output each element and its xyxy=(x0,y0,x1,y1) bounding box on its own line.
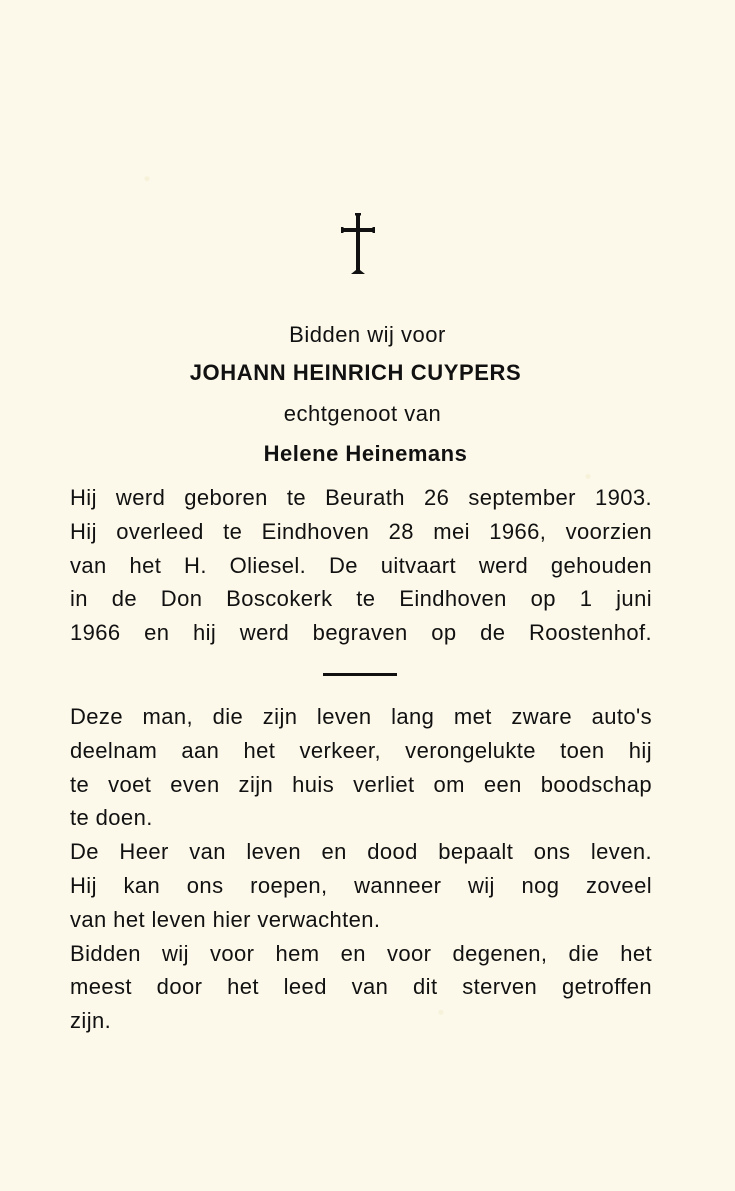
reflection-paragraph xyxy=(70,700,652,1038)
biography-line: Hij werd geboren te Beurath 26 september 1903. xyxy=(70,485,652,510)
section-divider xyxy=(323,673,397,676)
biography-line: 1966 en hij werd begraven op de Roostenhof. xyxy=(70,620,652,646)
reflection-line: zijn. xyxy=(70,1008,112,1034)
reflection-line: van het leven hier verwachten. xyxy=(70,906,381,932)
spouse-name: Helene Heinemans xyxy=(263,441,468,466)
biography-line: in de Don Boscokerk te Eindhoven op 1 juni xyxy=(70,586,652,612)
deceased-name: JOHANN HEINRICH CUYPERS xyxy=(189,360,522,385)
reflection-line: Hij kan ons roepen, wanneer wij nog zoveel xyxy=(70,872,652,898)
latin-cross-icon xyxy=(338,212,378,276)
relation-text: echtgenoot van xyxy=(283,401,442,426)
reflection-line: Deze man, die zijn leven lang met zware auto's xyxy=(70,704,652,729)
reflection-line: meest door het leed van dit sterven getroffen xyxy=(70,974,652,1000)
biography-line: van het H. Oliesel. De uitvaart werd gehouden xyxy=(70,552,652,578)
prayer-heading: Bidden wij voor xyxy=(289,322,446,347)
reflection-line: Bidden wij voor hem en voor degenen, die het xyxy=(70,940,652,966)
reflection-line: te voet even zijn huis verliet om een boodschap xyxy=(70,771,652,797)
reflection-line: De Heer van leven en dood bepaalt ons leven. xyxy=(70,839,652,865)
reflection-line: deelnam aan het verkeer, verongelukte toen hij xyxy=(70,737,652,763)
biography-line: Hij overleed te Eindhoven 28 mei 1966, voorzien xyxy=(70,518,652,544)
reflection-line: te doen. xyxy=(70,805,153,831)
biography-paragraph xyxy=(70,481,652,650)
